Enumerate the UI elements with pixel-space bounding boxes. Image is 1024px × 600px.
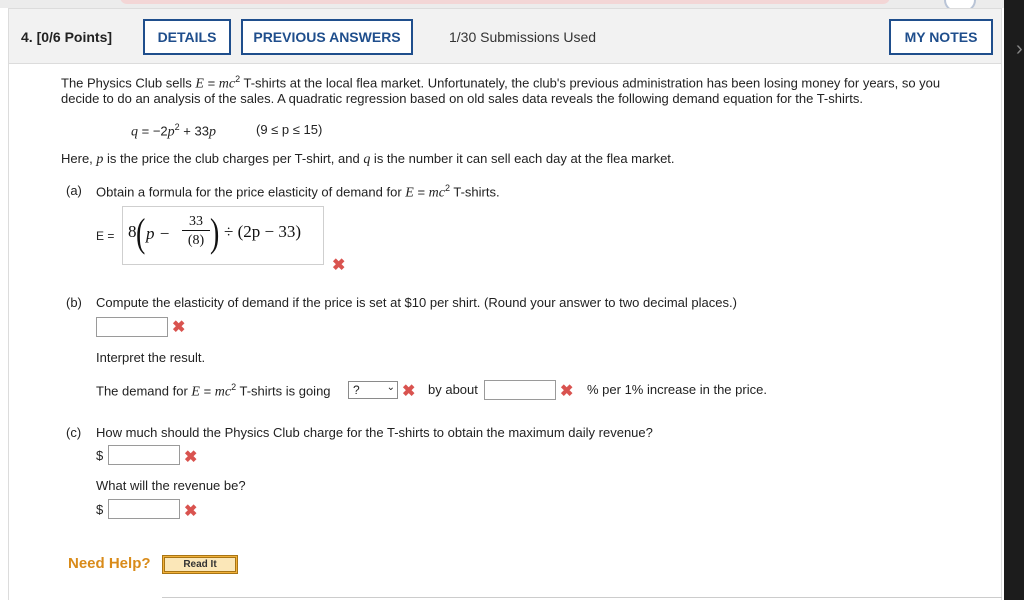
answer-tail: ÷ (2p − 33) [224, 222, 301, 241]
incorrect-icon: ✖ [184, 449, 198, 466]
answer-p-term: p − [146, 224, 171, 243]
percent-change-input[interactable] [484, 380, 556, 400]
incorrect-icon: ✖ [560, 383, 574, 400]
part-b-prompt: Compute the elasticity of demand if the price is set at $10 per shirt. (Round your answer to two decimal places.) [96, 295, 737, 310]
dollar-sign: $ [96, 502, 104, 517]
part-c-prompt: How much should the Physics Club charge for the T-shirts to obtain the maximum daily revenue? [96, 425, 653, 440]
elasticity-value-input[interactable] [96, 317, 168, 337]
dollar-sign: $ [96, 448, 104, 463]
need-help-label: Need Help? [68, 555, 151, 572]
previous-answers-button[interactable]: PREVIOUS ANSWERS [241, 19, 413, 55]
window-edge [1004, 0, 1024, 600]
question-number: 4. [0/6 Points] [21, 29, 113, 45]
fraction-numerator: 33 [182, 214, 210, 231]
browser-top-strip [0, 0, 1024, 8]
intro-line-2: decide to do an analysis of the sales. A quadratic regression based on old sales data reveals the following demand equation for the T-shirts. [61, 91, 863, 106]
incorrect-icon: ✖ [332, 257, 346, 274]
details-button[interactable]: DETAILS [143, 19, 231, 55]
divider [162, 597, 1002, 598]
submissions-count: 1/30 Submissions Used [449, 29, 597, 45]
price-input[interactable] [108, 445, 180, 465]
part-b-label: (b) [66, 295, 82, 310]
interpret-label: Interpret the result. [96, 350, 206, 365]
read-it-button[interactable]: Read It [162, 555, 238, 574]
answer-prefix: E = [96, 229, 115, 243]
part-a-prompt: Obtain a formula for the price elasticity of demand for $E = mc^2$ T-shirts. [96, 183, 500, 201]
incorrect-icon: ✖ [184, 503, 198, 520]
part-c-label: (c) [66, 425, 82, 440]
incorrect-icon: ✖ [402, 383, 416, 400]
revenue-input[interactable] [108, 499, 180, 519]
by-about-label: by about [428, 382, 478, 397]
interpret-sentence-start: The demand for $E = mc^2$ T-shirts is going [96, 382, 331, 400]
product-name: E [195, 76, 204, 92]
intro-line-1: The Physics Club sells $E = mc^2$ T-shirts at the local flea market. Unfortunately, the club's previous administration has been losing money for years, so you [61, 74, 941, 92]
fraction-denominator: (8) [187, 233, 205, 248]
demand-equation: $q = -2p^2 + 33p$ [131, 122, 216, 140]
demand-domain: (9 ≤ p ≤ 15) [256, 122, 323, 137]
left-paren: ( [135, 210, 146, 255]
here-line: Here, p is the price the club charges per T-shirt, and q is the number it can sell each day at the flea market. [61, 151, 675, 167]
top-highlight-bar [120, 0, 890, 4]
right-paren: ) [209, 210, 220, 255]
interpret-sentence-end: % per 1% increase in the price. [587, 382, 767, 397]
revenue-prompt: What will the revenue be? [96, 478, 246, 493]
question-header [8, 8, 1002, 64]
answer-coefficient: 8 [128, 222, 137, 241]
direction-select[interactable]: ? ⌄ [348, 381, 398, 399]
chevron-down-icon: ⌄ [386, 382, 395, 393]
incorrect-icon: ✖ [172, 319, 186, 336]
edge-glyph: › [1016, 38, 1023, 60]
my-notes-button[interactable]: MY NOTES [889, 19, 993, 55]
part-a-label: (a) [66, 183, 82, 198]
